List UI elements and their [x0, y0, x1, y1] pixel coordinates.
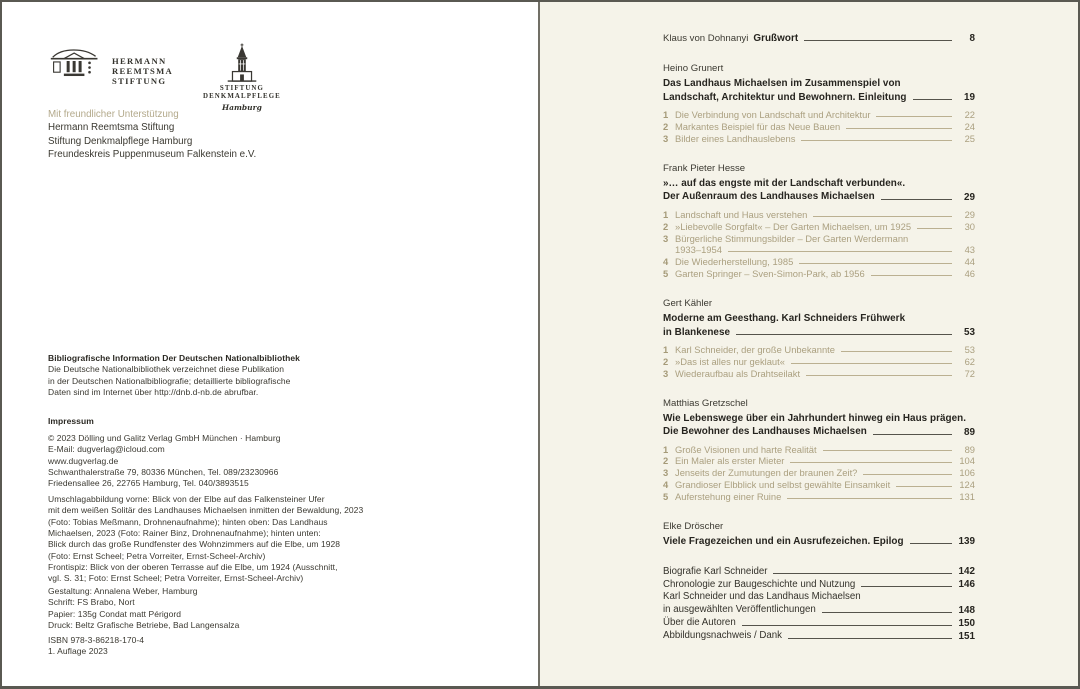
toc-title-row [663, 425, 975, 438]
toc-page-number: 22 [964, 109, 975, 121]
toc-entry [663, 62, 975, 145]
toc-item [663, 479, 975, 491]
publisher-block-line: Friedensallee 26, 22765 Hamburg, Tel. 040/3893515 [48, 478, 249, 489]
toc-item-continuation [663, 244, 975, 256]
leader-line [799, 263, 952, 264]
toc-title-line: Viele Fragezeichen und ein Ausrufezeichen. Epilog [663, 536, 904, 548]
toc-item [663, 133, 975, 145]
toc-appendix [663, 565, 975, 643]
toc-title-line: Wie Lebenswege über ein Jahrhundert hinweg ein Haus prägen. [663, 412, 967, 424]
leader-line [773, 573, 952, 574]
toc-title-line: Der Außenraum des Landhauses Michaelsen [663, 191, 875, 203]
toc-item-number: 1 [663, 443, 669, 455]
toc-page-number: 8 [969, 33, 975, 45]
toc-item-label: Markantes Beispiel für das Neue Bauen [675, 121, 841, 133]
appendix-label: Abbildungsnachweis / Dank [663, 630, 783, 642]
impressum-heading: Impressum [48, 416, 94, 426]
toc-item [663, 356, 975, 368]
toc-page-number: 25 [964, 133, 975, 145]
biblio-block [48, 353, 300, 398]
toc-item [663, 268, 975, 280]
biblio-lines-line: Die Deutsche Nationalbibliothek verzeichnet diese Publikation [48, 364, 284, 375]
cover-credits-block-line: vgl. S. 31; Foto: Ernst Scheel; Petra Vorreiter, Ernst-Scheel-Archiv) [48, 573, 304, 584]
toc-title-row [663, 326, 975, 339]
publisher-block-line: www.dugverlag.de [48, 455, 119, 466]
toc-page-number: 29 [964, 208, 975, 220]
toc-item [663, 256, 975, 268]
toc-author: Klaus von Dohnanyi [663, 33, 749, 45]
toc-author: Gert Kähler [663, 298, 713, 310]
toc-author: Matthias Gretzschel [663, 397, 748, 409]
toc-item-label: Bürgerliche Stimmungsbilder – Der Garten Werdermann [675, 232, 909, 244]
leader-line [790, 462, 952, 463]
cover-credits-block-line: (Foto: Tobias Meßmann, Drohnenaufnahme); hinten oben: Das Landhaus [48, 516, 328, 527]
toc-item-number: 3 [663, 367, 669, 379]
supporter-logos [48, 41, 281, 112]
leader-line [813, 216, 952, 217]
toc-page-number: 150 [958, 618, 975, 630]
leader-line [863, 474, 952, 475]
leader-line [917, 228, 952, 229]
toc-title-line: Landschaft, Architektur und Bewohnern. Einleitung [663, 91, 907, 103]
toc-page-number: 29 [964, 191, 975, 203]
toc-item-number: 2 [663, 355, 669, 367]
toc-entry [663, 397, 975, 503]
toc-entry [663, 520, 975, 548]
toc-item-label: Karl Schneider, der große Unbekannte [675, 344, 835, 355]
toc-title-row [663, 177, 975, 190]
toc-page-number: 43 [964, 244, 975, 256]
leader-line [806, 375, 952, 376]
leader-line [871, 275, 952, 276]
toc-item-number: 5 [663, 268, 669, 280]
toc-item-label: Bilder eines Landhauslebens [675, 133, 796, 145]
toc-page-number: 30 [964, 220, 975, 232]
toc-item-number: 3 [663, 133, 669, 145]
isbn-block [48, 635, 144, 658]
toc-page-number: 44 [964, 256, 975, 268]
leader-line [910, 543, 952, 544]
denkmalpflege-logo-script: Hamburg [222, 102, 262, 112]
toc-entry [663, 32, 975, 45]
toc [663, 32, 975, 643]
toc-page-number: 104 [959, 455, 975, 467]
support-lines-line: Stiftung Denkmalpflege Hamburg [48, 135, 193, 147]
toc-page-number: 139 [958, 536, 975, 548]
production-block-line: Schrift: FS Brabo, Nort [48, 597, 135, 608]
leader-line [846, 128, 952, 129]
toc-title: Grußwort [753, 33, 799, 44]
biblio-lines-line: in der Deutschen Nationalbibliografie; detaillierte bibliografische [48, 375, 291, 386]
cover-credits-block-line: (Foto: Ernst Scheel; Petra Vorreiter, Ernst-Scheel-Archiv) [48, 550, 266, 561]
toc-item [663, 109, 975, 121]
toc-item [663, 455, 975, 467]
production-block [48, 586, 239, 631]
toc-item-label: Auferstehung einer Ruine [675, 491, 782, 503]
toc-item-label: Jenseits der Zumutungen der braunen Zeit? [675, 467, 858, 479]
leader-line [801, 140, 952, 141]
toc-item-number: 2 [663, 455, 669, 467]
toc-title-row [663, 77, 975, 90]
cover-credits-block-line: Frontispiz: Blick von der oberen Terrasse auf die Elbe, um 1924 (Ausschnitt, [48, 562, 338, 573]
toc-title-line: Moderne am Geesthang. Karl Schneiders Frühwerk [663, 313, 906, 325]
toc-item-number: 1 [663, 344, 669, 355]
toc-item-number: 4 [663, 256, 669, 268]
toc-page-number: 19 [964, 92, 975, 104]
production-block-line: Papier: 135g Condat matt Périgord [48, 608, 182, 619]
toc-title-row [663, 535, 975, 548]
leader-line [913, 99, 953, 100]
cover-credits-block-line: Blick durch das große Rundfenster des Wohnzimmers auf die Elbe, um 1928 [48, 539, 341, 550]
toc-page-number: 62 [964, 355, 975, 367]
publisher-block-line: E-Mail: dugverlag@icloud.com [48, 444, 165, 455]
leader-line [742, 625, 952, 626]
toc-item-label: Die Wiederherstellung, 1985 [675, 256, 794, 268]
biblio-heading: Bibliografische Information Der Deutschen Nationalbibliothek [48, 353, 300, 363]
toc-title-line: »… auf das engste mit der Landschaft verbunden«. [663, 177, 906, 189]
appendix-row [663, 591, 975, 604]
toc-item-label: Landschaft und Haus verstehen [675, 208, 808, 220]
logo-hermann-reemtsma-stiftung [48, 41, 173, 86]
toc-item-label: Die Verbindung von Landschaft und Architektur [675, 109, 871, 121]
cover-credits-block-line: mit dem weißen Solitär des Landhauses Michaelsen inmitten der Bewaldung, 2023 [48, 505, 364, 516]
toc-item [663, 467, 975, 479]
publisher-block-line: Schwanthalerstraße 79, 80336 München, Tel. 089/23230966 [48, 467, 279, 478]
leader-line [876, 116, 952, 117]
support-block [48, 108, 256, 161]
appendix-row [663, 578, 975, 591]
toc-page-number: 89 [964, 443, 975, 455]
toc-items [663, 344, 975, 380]
toc-item-number: 1 [663, 109, 669, 121]
support-lines [48, 121, 256, 161]
leader-line [791, 363, 952, 364]
toc-item-label: Große Visionen und harte Realität [675, 443, 817, 455]
toc-entry [663, 162, 975, 280]
toc-item [663, 221, 975, 233]
leader-line [873, 434, 952, 435]
toc-page-number: 151 [958, 631, 975, 643]
toc-items [663, 109, 975, 145]
biblio-lines [48, 364, 300, 398]
toc-title-line: in Blankenese [663, 326, 731, 338]
toc-item-label: Garten Springer – Sven-Simon-Park, ab 1956 [675, 268, 865, 280]
appendix-row [663, 617, 975, 630]
toc-page-number: 142 [958, 566, 975, 578]
publisher-block-line: © 2023 Dölling und Galitz Verlag GmbH München · Hamburg [48, 433, 281, 443]
toc-item [663, 368, 975, 380]
appendix-row [663, 604, 975, 617]
leader-line [881, 199, 952, 200]
leader-line [861, 586, 952, 587]
appendix-label: Karl Schneider und das Landhaus Michaelsen [663, 591, 861, 603]
toc-page-number: 89 [964, 426, 975, 438]
leader-line [841, 351, 952, 352]
appendix-row [663, 630, 975, 643]
leader-line [728, 251, 952, 252]
toc-page-number: 46 [964, 268, 975, 280]
leader-line [804, 40, 952, 41]
toc-author: Frank Pieter Hesse [663, 162, 746, 174]
appendix-label: in ausgewählten Veröffentlichungen [663, 604, 816, 616]
toc-item-number: 3 [663, 232, 669, 244]
toc-page-number: 131 [959, 491, 975, 503]
biblio-lines-line: Daten sind im Internet über http://dnb.d-nb.de abrufbar. [48, 387, 259, 398]
toc-item [663, 209, 975, 221]
toc-item [663, 233, 975, 245]
toc-title-line: Das Landhaus Michaelsen im Zusammenspiel von [663, 78, 901, 90]
support-lines-line: Freundeskreis Puppenmuseum Falkenstein e.V. [48, 148, 257, 160]
logo-stiftung-denkmalpflege [203, 43, 281, 112]
denkmalpflege-logo-text: STIFTUNG DENKMALPFLEGE [203, 85, 281, 101]
toc-items [663, 209, 975, 280]
leader-line [822, 612, 952, 613]
toc-title-row [663, 190, 975, 203]
toc-page-number: 106 [959, 467, 975, 479]
toc-item-number: 2 [663, 121, 669, 133]
toc-author: Heino Grunert [663, 63, 724, 75]
toc-heading-row [663, 32, 975, 45]
toc-title-line: Die Bewohner des Landhauses Michaelsen [663, 426, 867, 438]
support-intro: Mit freundlicher Unterstützung [48, 109, 179, 120]
isbn-block-line: 1. Auflage 2023 [48, 646, 108, 657]
toc-item-number: 4 [663, 479, 669, 491]
leader-line [788, 638, 952, 639]
leader-line [823, 450, 952, 451]
toc-item-number: 2 [663, 220, 669, 232]
cover-credits-block-line: Umschlagabbildung vorne: Blick von der Elbe auf das Falkensteiner Ufer [48, 494, 325, 504]
table-of-contents-page [538, 2, 1078, 686]
appendix-label: Über die Autoren [663, 617, 736, 629]
tower-icon [225, 43, 259, 83]
toc-item-number: 1 [663, 208, 669, 220]
cover-credits-block-line: Michaelsen, 2023 (Foto: Rainer Binz, Drohnenaufnahme); hinten unten: [48, 528, 321, 539]
toc-item-label: 1933–1954 [675, 244, 722, 256]
leader-line [787, 498, 952, 499]
toc-item-label: Grandioser Elbblick und selbst gewählte Einsamkeit [675, 479, 891, 491]
leader-line [736, 334, 952, 335]
villa-icon [48, 41, 104, 81]
toc-item-label: »Das ist alles nur geklaut« [675, 355, 785, 367]
toc-page-number: 124 [959, 479, 975, 491]
toc-page-number: 72 [964, 367, 975, 379]
toc-title-row [663, 412, 975, 425]
support-lines-line: Hermann Reemtsma Stiftung [48, 122, 175, 134]
toc-page-number: 24 [964, 121, 975, 133]
toc-item [663, 121, 975, 133]
production-block-line: Gestaltung: Annalena Weber, Hamburg [48, 586, 198, 596]
production-block-line: Druck: Beltz Grafische Betriebe, Bad Langensalza [48, 620, 240, 631]
isbn-block-line: ISBN 978-3-86218-170-4 [48, 635, 145, 645]
appendix-label: Chronologie zur Baugeschichte und Nutzung [663, 578, 856, 590]
toc-item-label: »Liebevolle Sorgfalt« – Der Garten Michaelsen, um 1925 [675, 220, 912, 232]
toc-item [663, 491, 975, 503]
appendix-row [663, 565, 975, 578]
toc-item-label: Wiederaufbau als Drahtseilakt [675, 367, 801, 379]
reemtsma-logo-text: HERMANN REEMTSMA STIFTUNG [112, 56, 174, 86]
toc-page-number: 146 [958, 579, 975, 591]
toc-items [663, 444, 975, 504]
toc-item [663, 344, 975, 356]
toc-title-row [663, 91, 975, 104]
toc-page-number: 53 [964, 344, 975, 355]
leader-line [896, 486, 952, 487]
toc-item [663, 444, 975, 456]
toc-item-number: 5 [663, 491, 669, 503]
imprint-page [2, 2, 538, 686]
toc-item-number: 3 [663, 467, 669, 479]
appendix-label: Biografie Karl Schneider [663, 565, 768, 577]
toc-author: Elke Dröscher [663, 521, 724, 533]
toc-title-row [663, 312, 975, 325]
publisher-block [48, 433, 281, 490]
toc-entry [663, 297, 975, 380]
toc-page-number: 53 [964, 327, 975, 338]
cover-credits-block [48, 494, 363, 585]
toc-item-label: Ein Maler als erster Mieter [675, 455, 785, 467]
toc-page-number: 148 [958, 605, 975, 617]
